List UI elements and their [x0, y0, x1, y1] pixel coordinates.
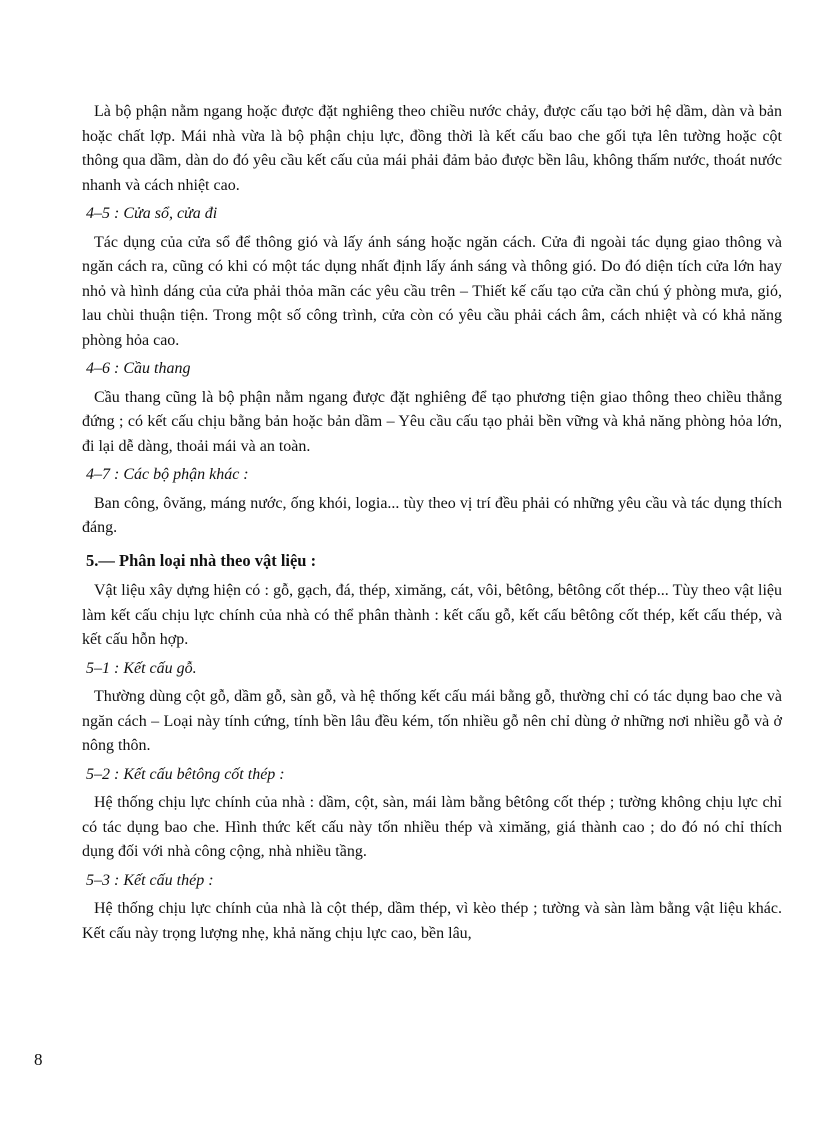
- heading-4-5: 4–5 : Cửa sổ, cửa đi: [86, 205, 218, 222]
- page-number: 8: [34, 1050, 43, 1069]
- paragraph-5-1: Thường dùng cột gỗ, dầm gỗ, sàn gỗ, và hệ thống kết cấu mái bằng gỗ, thường chỉ có tác dụng bao che và ngăn cách – Loại này tính cứng, tính bền lâu đều kém, tốn nhiều gỗ nên chỉ dùng ở những nơi nhiều gỗ và ở nông thôn.: [82, 688, 782, 754]
- paragraph-5-2: Hệ thống chịu lực chính của nhà : dầm, cột, sàn, mái làm bằng bêtông cốt thép ; tường không chịu lực chỉ có tác dụng bao che. Hình thức kết cấu này tốn nhiều thép và ximăng, giá thành cao ; do đó nó chỉ thích dụng đối với nhà công cộng, nhà nhiều tầng.: [82, 794, 782, 860]
- heading-5-1: 5–1 : Kết cấu gỗ.: [86, 659, 197, 677]
- heading-5-3: 5–3 : Kết cấu thép :: [86, 871, 214, 889]
- heading-5-2: 5–2 : Kết cấu bêtông cốt thép :: [86, 765, 285, 783]
- paragraph-5-3: Hệ thống chịu lực chính của nhà là cột thép, dầm thép, vì kèo thép ; tường và sàn làm bằng vật liệu khác. Kết cấu này trọng lượng nhẹ, khả năng chịu lực cao, bền lâu,: [82, 900, 782, 942]
- paragraph-roof: Là bộ phận nằm ngang hoặc được đặt nghiêng theo chiều nước chảy, được cấu tạo bởi hệ dầm, dàn và bản hoặc chất lợp. Mái nhà vừa là bộ phận chịu lực, đồng thời là kết cấu bao che gối tựa lên tường hoặc cột thông qua dầm, dàn do đó yêu cầu kết cấu của mái phải đảm bảo được bền lâu, không thấm nước, thoát nước nhanh và cách nhiệt cao.: [82, 103, 782, 194]
- heading-4-6: 4–6 : Cầu thang: [86, 360, 191, 377]
- paragraph-4-5: Tác dụng của cửa sổ để thông gió và lấy ánh sáng hoặc ngăn cách. Cửa đi ngoài tác dụng giao thông và ngăn cách ra, cũng có khi có một tác dụng nhất định lấy ánh sáng và thông gió. Do đó diện tích cửa lớn hay nhỏ và hình dáng của cửa phải thỏa mãn các yêu cầu trên – Thiết kế cấu tạo cửa cần chú ý phòng mưa, gió, lau chùi thuận tiện. Trong một số công trình, cửa còn có yêu cầu phải cách âm, cách nhiệt và có khả năng phòng hỏa cao.: [82, 233, 782, 349]
- paragraph-4-7: Ban công, ôvăng, máng nước, ống khói, logia... tùy theo vị trí đều phải có những yêu cầu và tác dụng thích đáng.: [82, 494, 782, 536]
- body-text: [82, 100, 782, 950]
- heading-5: 5.— Phân loại nhà theo vật liệu :: [86, 550, 317, 570]
- heading-4-7: 4–7 : Các bộ phận khác :: [86, 466, 249, 483]
- paragraph-5: Vật liệu xây dựng hiện có : gỗ, gạch, đá, thép, ximăng, cát, vôi, bêtông, bêtông cốt thép... Tùy theo vật liệu làm kết cấu chịu lực chính của nhà có thể phân thành : kết cấu gỗ, kết cấu bêtông cốt thép, kết cấu thép, và kết cấu hỗn hợp.: [82, 582, 782, 648]
- paragraph-4-6: Cầu thang cũng là bộ phận nằm ngang được đặt nghiêng để tạo phương tiện giao thông theo chiều thẳng đứng ; có kết cấu chịu bằng bản hoặc bản dầm – Yêu cầu cấu tạo phải bền vững và khả năng phòng hỏa lớn, đi lại dễ dàng, thoải mái và an toàn.: [82, 388, 782, 455]
